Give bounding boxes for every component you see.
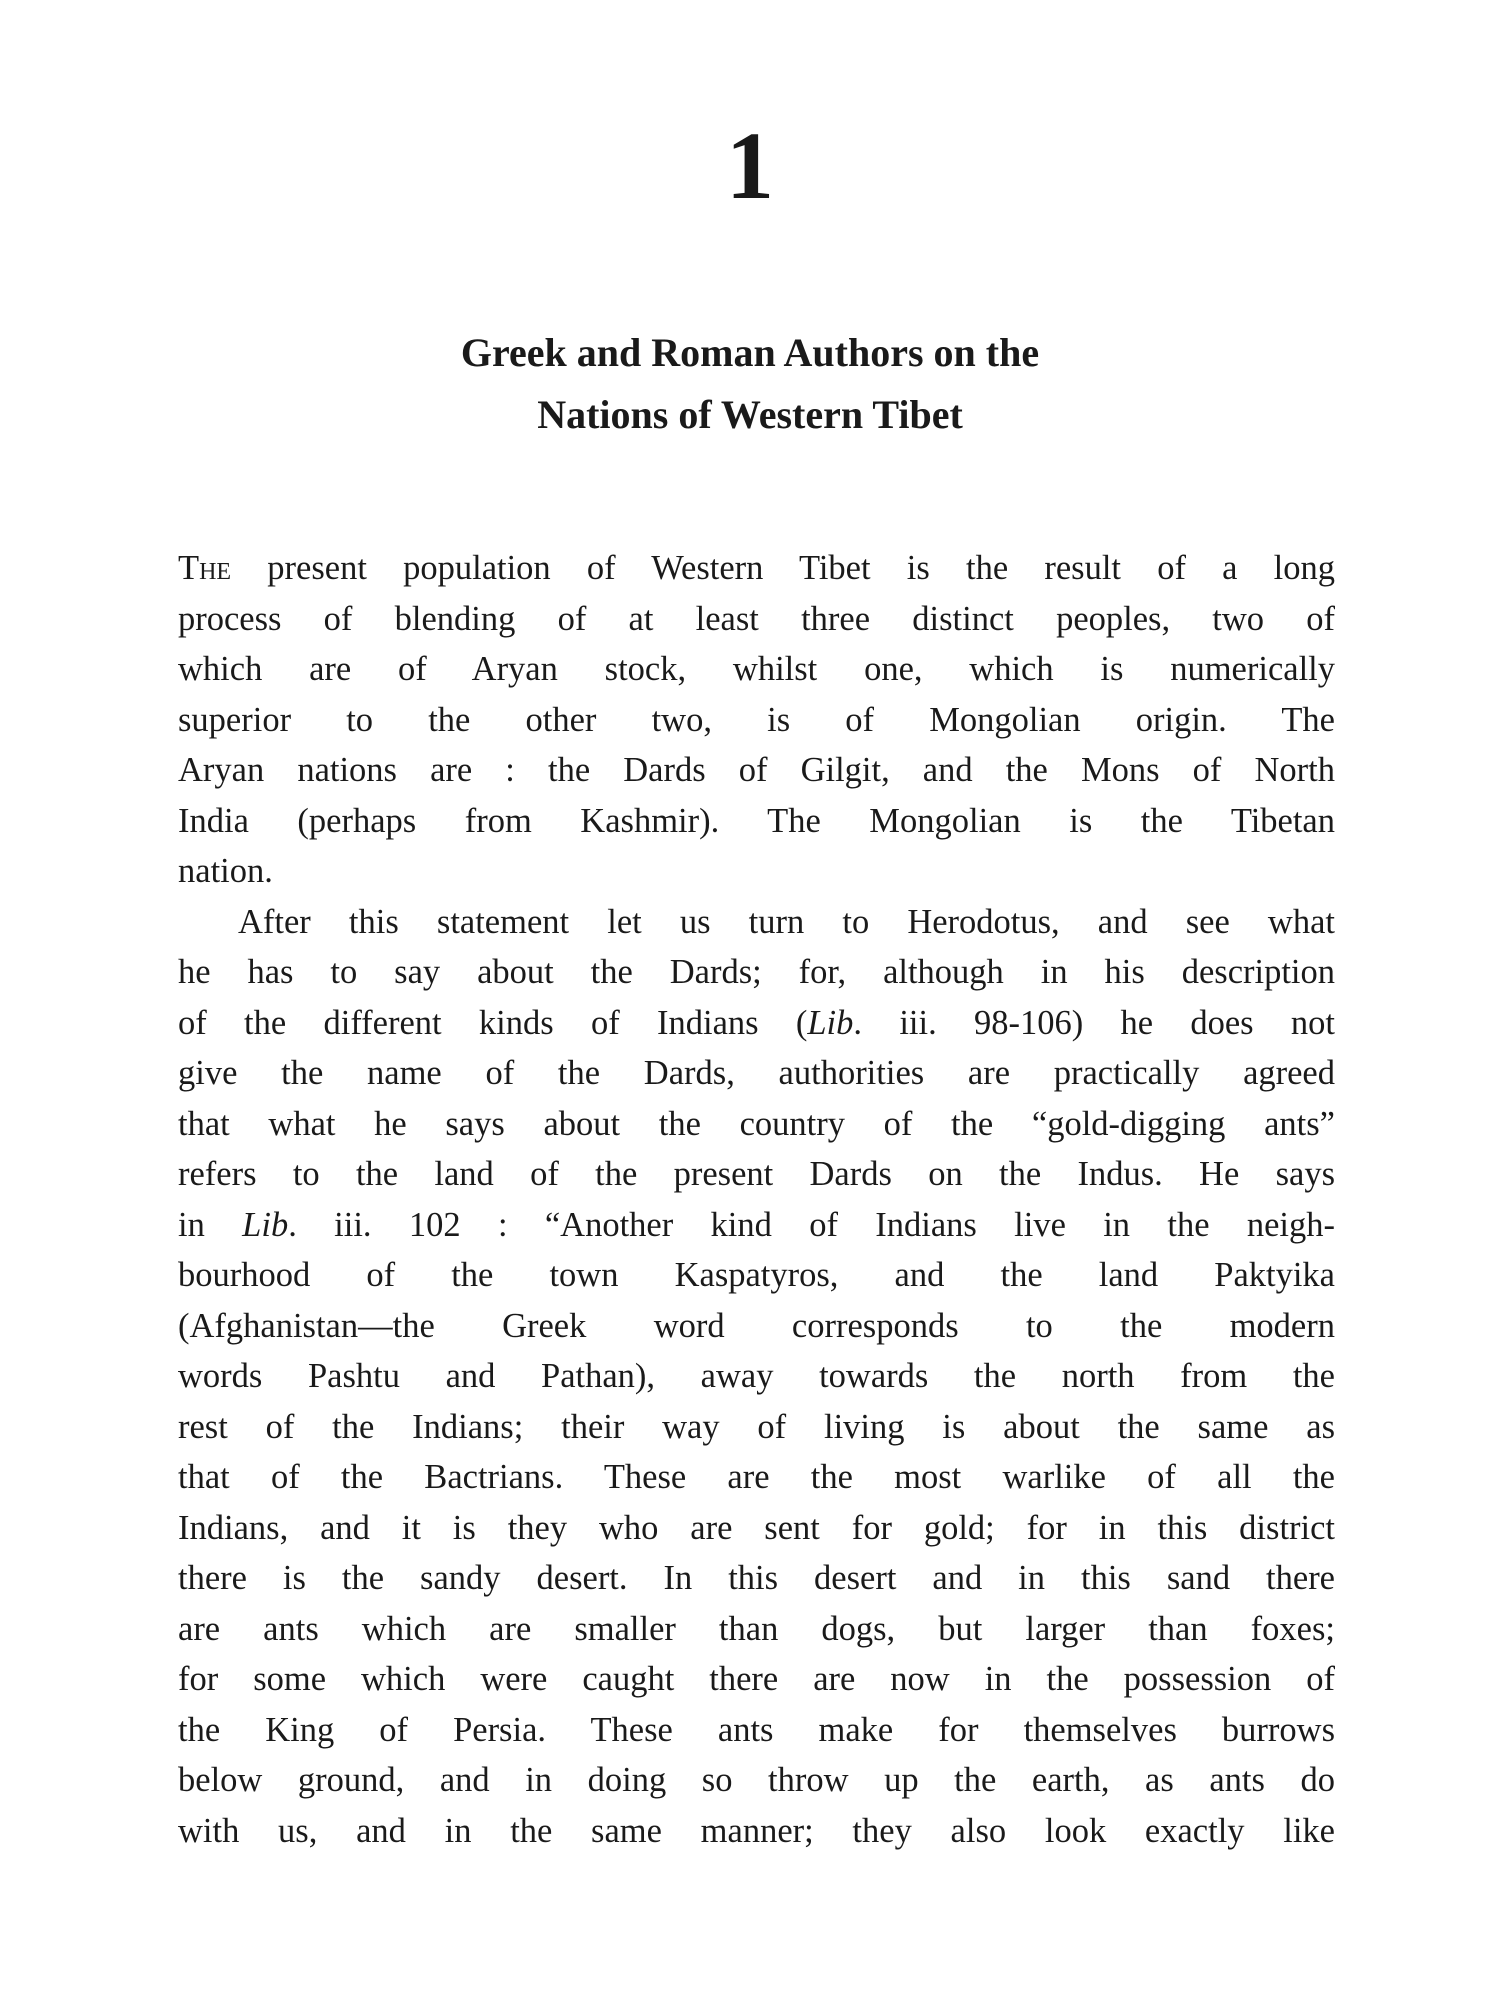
text-line: he has to say about the Dards; for, although in his description bbox=[178, 953, 1335, 991]
paragraph bbox=[178, 897, 1335, 1857]
text-fragment: . iii. 102 : “Another kind of Indians live in the neigh- bbox=[288, 1205, 1335, 1244]
chapter-title-line: Greek and Roman Authors on the bbox=[460, 330, 1040, 375]
text-line bbox=[178, 1200, 1335, 1251]
text-line: the King of Persia. These ants make for themselves burrows bbox=[178, 1710, 1335, 1749]
text-line: there is the sandy desert. In this desert and in this sand there bbox=[178, 1559, 1335, 1597]
text-line: (Afghanistan—the Greek word corresponds to the modern bbox=[178, 1306, 1335, 1345]
text-line: rest of the Indians; their way of living is about the same as bbox=[178, 1407, 1335, 1446]
text-line: with us, and in the same manner; they also look exactly like bbox=[178, 1811, 1335, 1850]
text-fragment: in bbox=[178, 1205, 243, 1244]
text-line: India (perhaps from Kashmir). The Mongolian is the Tibetan bbox=[178, 801, 1335, 840]
text-line: that what he says about the country of the “gold-digging ants” bbox=[178, 1104, 1335, 1143]
chapter-title-line: Nations of Western Tibet bbox=[537, 392, 963, 437]
text-line bbox=[178, 543, 1335, 594]
text-line: Aryan nations are : the Dards of Gilgit, and the Mons of North bbox=[178, 751, 1335, 789]
text-line: refers to the land of the present Dards on the Indus. He says bbox=[178, 1155, 1335, 1193]
text-fragment: . iii. 98-106) he does not bbox=[853, 1003, 1335, 1042]
text-line: bourhood of the town Kaspatyros, and the land Paktyika bbox=[178, 1256, 1335, 1294]
text-line: nation. bbox=[178, 852, 273, 890]
citation-lib: Lib bbox=[242, 1205, 289, 1244]
text-line: are ants which are smaller than dogs, but larger than foxes; bbox=[178, 1609, 1335, 1648]
text-line: Indians, and it is they who are sent for gold; for in this district bbox=[178, 1508, 1335, 1547]
text-line bbox=[178, 998, 1335, 1049]
paragraph bbox=[178, 543, 1335, 897]
text-line: give the name of the Dards, authorities are practically agreed bbox=[178, 1054, 1335, 1092]
text-line: superior to the other two, is of Mongolian origin. The bbox=[178, 700, 1335, 739]
text-line: process of blending of at least three distinct peoples, two of bbox=[178, 599, 1335, 638]
text-line: words Pashtu and Pathan), away towards the north from the bbox=[178, 1357, 1335, 1395]
text-line: for some which were caught there are now in the possession of bbox=[178, 1660, 1335, 1698]
text-fragment: present population of Western Tibet is the result of a long bbox=[231, 549, 1335, 587]
chapter-title bbox=[0, 322, 1500, 446]
text-line: below ground, and in doing so throw up the earth, as ants do bbox=[178, 1761, 1335, 1799]
drop-lead-word: The bbox=[178, 549, 232, 587]
body-text bbox=[178, 543, 1335, 1856]
text-fragment: of the different kinds of Indians ( bbox=[178, 1003, 808, 1042]
text-line: which are of Aryan stock, whilst one, which is numerically bbox=[178, 650, 1335, 688]
text-line: that of the Bactrians. These are the most warlike of all the bbox=[178, 1458, 1335, 1496]
text-line: After this statement let us turn to Herodotus, and see what bbox=[238, 902, 1335, 941]
citation-lib: Lib bbox=[807, 1003, 854, 1042]
chapter-number: 1 bbox=[726, 112, 774, 219]
